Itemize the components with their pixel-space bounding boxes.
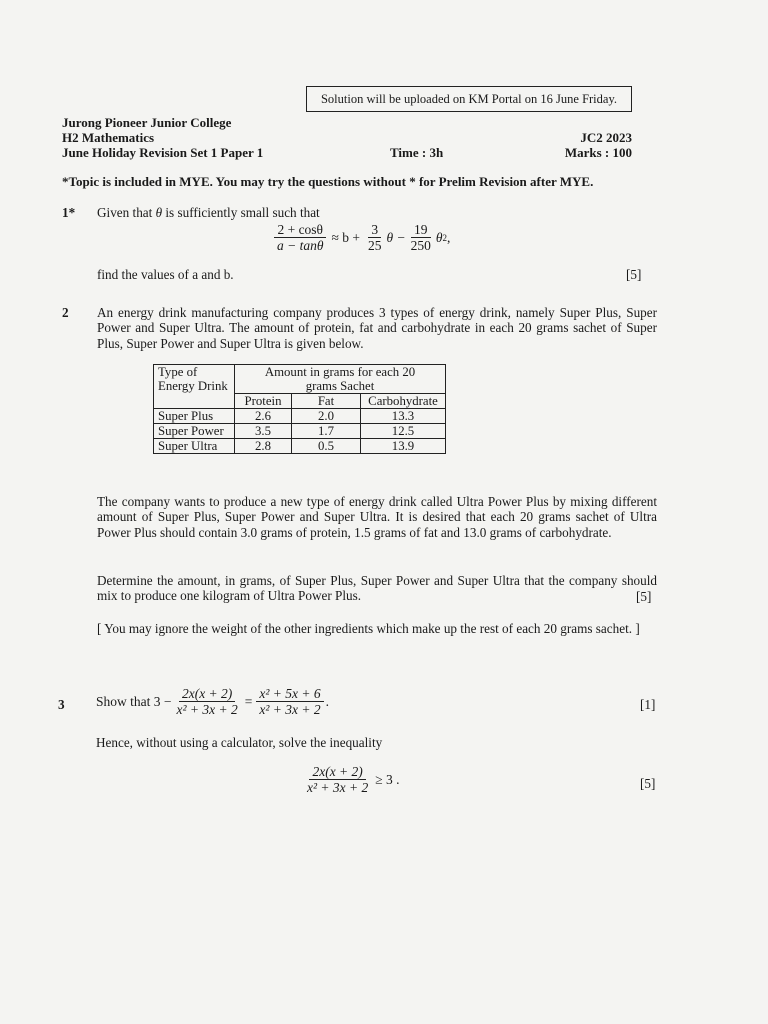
q3-period: .: [325, 693, 330, 709]
q3-fraction-a-den: x² + 3x + 2: [176, 702, 238, 717]
q3-fraction-c: [304, 764, 371, 795]
nutrition-table-wrapper: [153, 364, 446, 454]
row-name: Super Plus: [154, 409, 235, 424]
q1-approx: ≈ b +: [331, 229, 361, 245]
q1-fraction-2-den: 250: [410, 238, 431, 253]
q3-show-that-text: Show that 3 −: [96, 693, 172, 709]
q3-equals: =: [244, 693, 253, 709]
q3-fraction-b-num: x² + 5x + 6: [256, 686, 323, 702]
question-2-intro: An energy drink manufacturing company produces 3 types of energy drink, namely Super Plus, Super Power and Super Ultra. The amount of protein, fat and carbohydrate in each 20 grams sachet of Super Plus, Super Power and Super Ultra is given below.: [97, 305, 657, 351]
q3-show-that: [96, 686, 329, 717]
column-header-fat: Fat: [292, 394, 361, 409]
question-1-intro: [97, 205, 320, 220]
cell-fat: 1.7: [292, 424, 361, 439]
row-name: Super Power: [154, 424, 235, 439]
q3-fraction-a: [174, 686, 241, 717]
question-2-paragraph-3: Determine the amount, in grams, of Super Plus, Super Power and Super Ultra that the company should mix to produce one kilogram of Ultra Power Plus.: [97, 573, 657, 604]
question-3-number: 3: [58, 697, 65, 712]
cell-protein: 3.5: [235, 424, 292, 439]
question-2-number: 2: [62, 305, 69, 320]
question-1-marks: [5]: [626, 267, 642, 282]
q3-fraction-b-den: x² + 3x + 2: [259, 702, 321, 717]
solution-notice: Solution will be uploaded on KM Portal on 16 June Friday.: [306, 86, 632, 112]
q1-comma: ,: [447, 229, 451, 245]
table-row: [154, 409, 446, 424]
q1-intro-text: Given that: [97, 205, 156, 220]
question-3-marks-2: [5]: [640, 776, 656, 791]
college-name: Jurong Pioneer Junior College: [62, 115, 232, 130]
q1-fraction-1-num: 3: [368, 222, 381, 238]
q3-fraction-c-num: 2x(x + 2): [309, 764, 365, 780]
type-header: Type of Energy Drink: [154, 365, 235, 409]
q3-fraction-b: [256, 686, 323, 717]
question-1-find: find the values of a and b.: [97, 267, 234, 282]
cell-protein: 2.6: [235, 409, 292, 424]
q1-fraction-1-den: 25: [368, 238, 382, 253]
theta-symbol: θ: [155, 205, 163, 220]
table-row: [154, 439, 446, 454]
question-2-note: [ You may ignore the weight of the other ingredients which make up the rest of each 20 grams sachet. ]: [97, 621, 640, 636]
exam-level: JC2 2023: [580, 130, 632, 145]
question-2-marks: [5]: [636, 589, 652, 604]
q3-fraction-c-den: x² + 3x + 2: [307, 780, 369, 795]
question-2-paragraph-2: The company wants to produce a new type of energy drink called Ultra Power Plus by mixing different amount of Super Plus, Super Power and Super Ultra. It is desired that each 20 grams sachet of Ultra Power Plus should contain 3.0 grams of protein, 1.5 grams of fat and 13.0 grams of carbohydrate.: [97, 494, 657, 540]
question-1-number: 1*: [62, 205, 76, 220]
subject-name: H2 Mathematics: [62, 130, 155, 145]
q1-lhs-denominator: a − tanθ: [277, 238, 324, 253]
q1-expression: $\frac{2 + \cos\theta}{a - \tan\theta}$ ≈ b + $\frac{3}{25}$ θ − $\frac{19}{250}$ θ 2 ,: [272, 222, 450, 253]
column-header-carbohydrate: Carbohydrate: [361, 394, 446, 409]
cell-protein: 2.8: [235, 439, 292, 454]
cell-carbohydrate: 13.9: [361, 439, 446, 454]
total-marks: Marks : 100: [564, 145, 632, 160]
topic-note: *Topic is included in MYE. You may try the questions without * for Prelim Revision after MYE.: [62, 174, 594, 189]
paper-set: June Holiday Revision Set 1 Paper 1: [62, 145, 264, 160]
q1-fraction-2-num: 19: [411, 222, 431, 238]
q1-lhs-numerator: 2 + cosθ: [274, 222, 326, 238]
cell-carbohydrate: 12.5: [361, 424, 446, 439]
q1-theta: θ: [435, 229, 443, 245]
q1-intro-text-end: is sufficiently small such that: [162, 205, 320, 220]
q1-fraction-2: [408, 222, 434, 253]
cell-fat: 2.0: [292, 409, 361, 424]
nutrition-table: [153, 364, 446, 454]
q1-theta-minus: θ −: [386, 229, 406, 245]
row-name: Super Ultra: [154, 439, 235, 454]
q1-lhs-fraction: [274, 222, 327, 253]
cell-carbohydrate: 13.3: [361, 409, 446, 424]
column-header-protein: Protein: [235, 394, 292, 409]
exam-time: Time : 3h: [390, 145, 444, 160]
question-3-marks-1: [1]: [640, 697, 656, 712]
table-row: [154, 424, 446, 439]
q3-fraction-a-num: 2x(x + 2): [179, 686, 235, 702]
cell-fat: 0.5: [292, 439, 361, 454]
q3-inequality: [302, 764, 400, 795]
q3-geq: ≥ 3 .: [375, 771, 400, 787]
question-3-hence: Hence, without using a calculator, solve the inequality: [96, 735, 383, 750]
amount-header: Amount in grams for each 20 grams Sachet: [235, 365, 446, 394]
q1-fraction-1: [365, 222, 385, 253]
